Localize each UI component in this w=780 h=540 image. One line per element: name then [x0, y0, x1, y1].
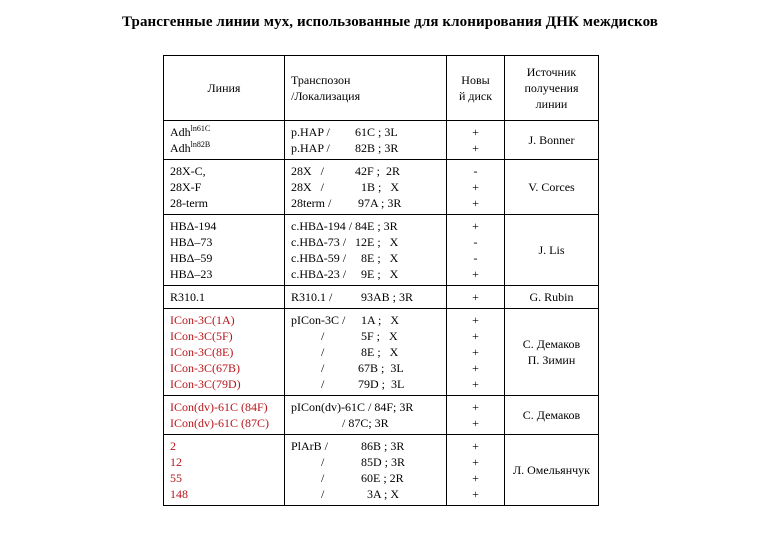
new-disc-mark: - — [473, 251, 478, 265]
transposon-localization: / 5F ; X — [291, 329, 398, 343]
transposon-localization: c.HBΔ-59 / 8E ; X — [291, 251, 399, 265]
new-disc-mark: - — [473, 164, 478, 178]
header-line — [164, 56, 285, 121]
transposon-localization: / 79D ; 3L — [291, 377, 405, 391]
cell-new-disc — [447, 309, 505, 396]
line-name: ICon(dv)-61C (84F) — [170, 400, 268, 414]
new-disc-mark: + — [472, 377, 479, 391]
cell-source — [505, 160, 599, 215]
transposon-localization: pICon-3C / 1A ; X — [291, 313, 400, 327]
cell-transposon — [285, 215, 447, 286]
line-allele-sup: ln61C — [190, 124, 211, 133]
cell-line — [164, 160, 285, 215]
table-row — [164, 286, 599, 309]
line-name: ICon-3C(8E) — [170, 345, 234, 359]
source-name: J. Lis — [538, 243, 565, 257]
transposon-localization: / 60E ; 2R — [291, 471, 404, 485]
source-name: С. Демаков — [522, 408, 581, 422]
source-name: П. Зимин — [527, 353, 576, 367]
cell-line — [164, 215, 285, 286]
line-name: ICon-3C(67B) — [170, 361, 240, 375]
cell-new-disc — [447, 121, 505, 160]
line-name: 55 — [170, 471, 182, 485]
new-disc-mark: + — [472, 361, 479, 375]
new-disc-mark: + — [472, 180, 479, 194]
table-row — [164, 160, 599, 215]
source-name: Л. Омельянчук — [513, 463, 590, 477]
header-source-label: Источник получения линии — [524, 65, 579, 111]
cell-transposon — [285, 121, 447, 160]
line-name: ICon-3C(79D) — [170, 377, 241, 391]
new-disc-mark: + — [472, 345, 479, 359]
cell-transposon — [285, 396, 447, 435]
header-new-disc — [447, 56, 505, 121]
transposon-localization: 28X / 1B ; X — [291, 180, 400, 194]
line-name: ICon(dv)-61C (87C) — [170, 416, 269, 430]
line-name: 12 — [170, 455, 182, 469]
source-name: V. Corces — [528, 180, 575, 194]
cell-source — [505, 286, 599, 309]
source-name: J. Bonner — [528, 133, 575, 147]
new-disc-mark: + — [472, 141, 479, 155]
line-name: ICon-3C(1A) — [170, 313, 235, 327]
cell-source — [505, 435, 599, 506]
line-name: 28X-C, — [170, 164, 206, 178]
line-name: R310.1 — [170, 290, 206, 304]
transposon-localization: R310.1 / 93AB ; 3R — [291, 290, 414, 304]
line-name: 148 — [170, 487, 188, 501]
transposon-localization: p.HAP / 61C ; 3L — [291, 125, 398, 139]
transposon-localization: 28X / 42F ; 2R — [291, 164, 401, 178]
line-name: HBΔ-194 — [170, 219, 217, 233]
transposon-localization: / 87C; 3R — [291, 416, 389, 430]
line-name: Adh$^{ln82B}$ — [170, 140, 211, 155]
table-row — [164, 215, 599, 286]
cell-line — [164, 435, 285, 506]
cell-line — [164, 309, 285, 396]
cell-new-disc — [447, 286, 505, 309]
new-disc-mark: + — [472, 439, 479, 453]
cell-line — [164, 121, 285, 160]
header-line-label: Линия — [207, 81, 241, 95]
cell-new-disc — [447, 215, 505, 286]
transposon-localization: pICon(dv)-61C / 84F; 3R — [291, 400, 414, 414]
cell-source — [505, 396, 599, 435]
transgenic-lines-table — [163, 55, 599, 506]
source-name: С. Демаков — [522, 337, 581, 351]
transposon-localization: p.HAP / 82B ; 3R — [291, 141, 399, 155]
line-name: 2 — [170, 439, 176, 453]
table-row — [164, 396, 599, 435]
new-disc-mark: + — [472, 487, 479, 501]
new-disc-mark: + — [472, 313, 479, 327]
new-disc-mark: + — [472, 455, 479, 469]
table-row — [164, 121, 599, 160]
new-disc-mark: + — [472, 400, 479, 414]
cell-source — [505, 215, 599, 286]
transposon-localization: c.HBΔ-73 / 12E ; X — [291, 235, 399, 249]
line-name: 28X-F — [170, 180, 202, 194]
transposon-localization: PlArB / 86B ; 3R — [291, 439, 405, 453]
line-name: HBΔ–73 — [170, 235, 213, 249]
new-disc-mark: + — [472, 267, 479, 281]
new-disc-mark: + — [472, 290, 479, 304]
new-disc-mark: + — [472, 471, 479, 485]
cell-transposon — [285, 286, 447, 309]
cell-new-disc — [447, 435, 505, 506]
cell-new-disc — [447, 396, 505, 435]
cell-new-disc — [447, 160, 505, 215]
transposon-localization: / 8E ; X — [291, 345, 399, 359]
cell-transposon — [285, 309, 447, 396]
transposon-localization: / 67B ; 3L — [291, 361, 404, 375]
header-transposon — [285, 56, 447, 121]
transposon-localization: / 85D ; 3R — [291, 455, 406, 469]
line-name: Adh$^{ln61C}$ — [170, 124, 211, 139]
header-transposon-label: Транспозон /Локализация — [291, 73, 361, 103]
line-name: 28-term — [170, 196, 208, 210]
cell-source — [505, 309, 599, 396]
cell-source — [505, 121, 599, 160]
source-name: G. Rubin — [529, 290, 574, 304]
line-allele-sup: ln82B — [190, 140, 211, 149]
table-row — [164, 309, 599, 396]
cell-line — [164, 286, 285, 309]
table-header-row — [164, 56, 599, 121]
header-new-disc-label: Новы й диск — [458, 73, 493, 103]
line-name: HBΔ–59 — [170, 251, 213, 265]
transposon-localization: 28term / 97A ; 3R — [291, 196, 402, 210]
cell-transposon — [285, 160, 447, 215]
header-source — [505, 56, 599, 121]
line-name: ICon-3C(5F) — [170, 329, 233, 343]
new-disc-mark: + — [472, 219, 479, 233]
new-disc-mark: + — [472, 329, 479, 343]
new-disc-mark: + — [472, 416, 479, 430]
new-disc-mark: + — [472, 125, 479, 139]
page-title: Трансгенные линии мух, использованные для клонирования ДНК междисков — [121, 14, 659, 30]
cell-line — [164, 396, 285, 435]
cell-transposon — [285, 435, 447, 506]
new-disc-mark: + — [472, 196, 479, 210]
transposon-localization: c.HBΔ-23 / 9E ; X — [291, 267, 399, 281]
transposon-localization: / 3A ; X — [291, 487, 400, 501]
new-disc-mark: - — [473, 235, 478, 249]
table-row — [164, 435, 599, 506]
transposon-localization: c.HBΔ-194 / 84E ; 3R — [291, 219, 398, 233]
line-name: HBΔ–23 — [170, 267, 213, 281]
